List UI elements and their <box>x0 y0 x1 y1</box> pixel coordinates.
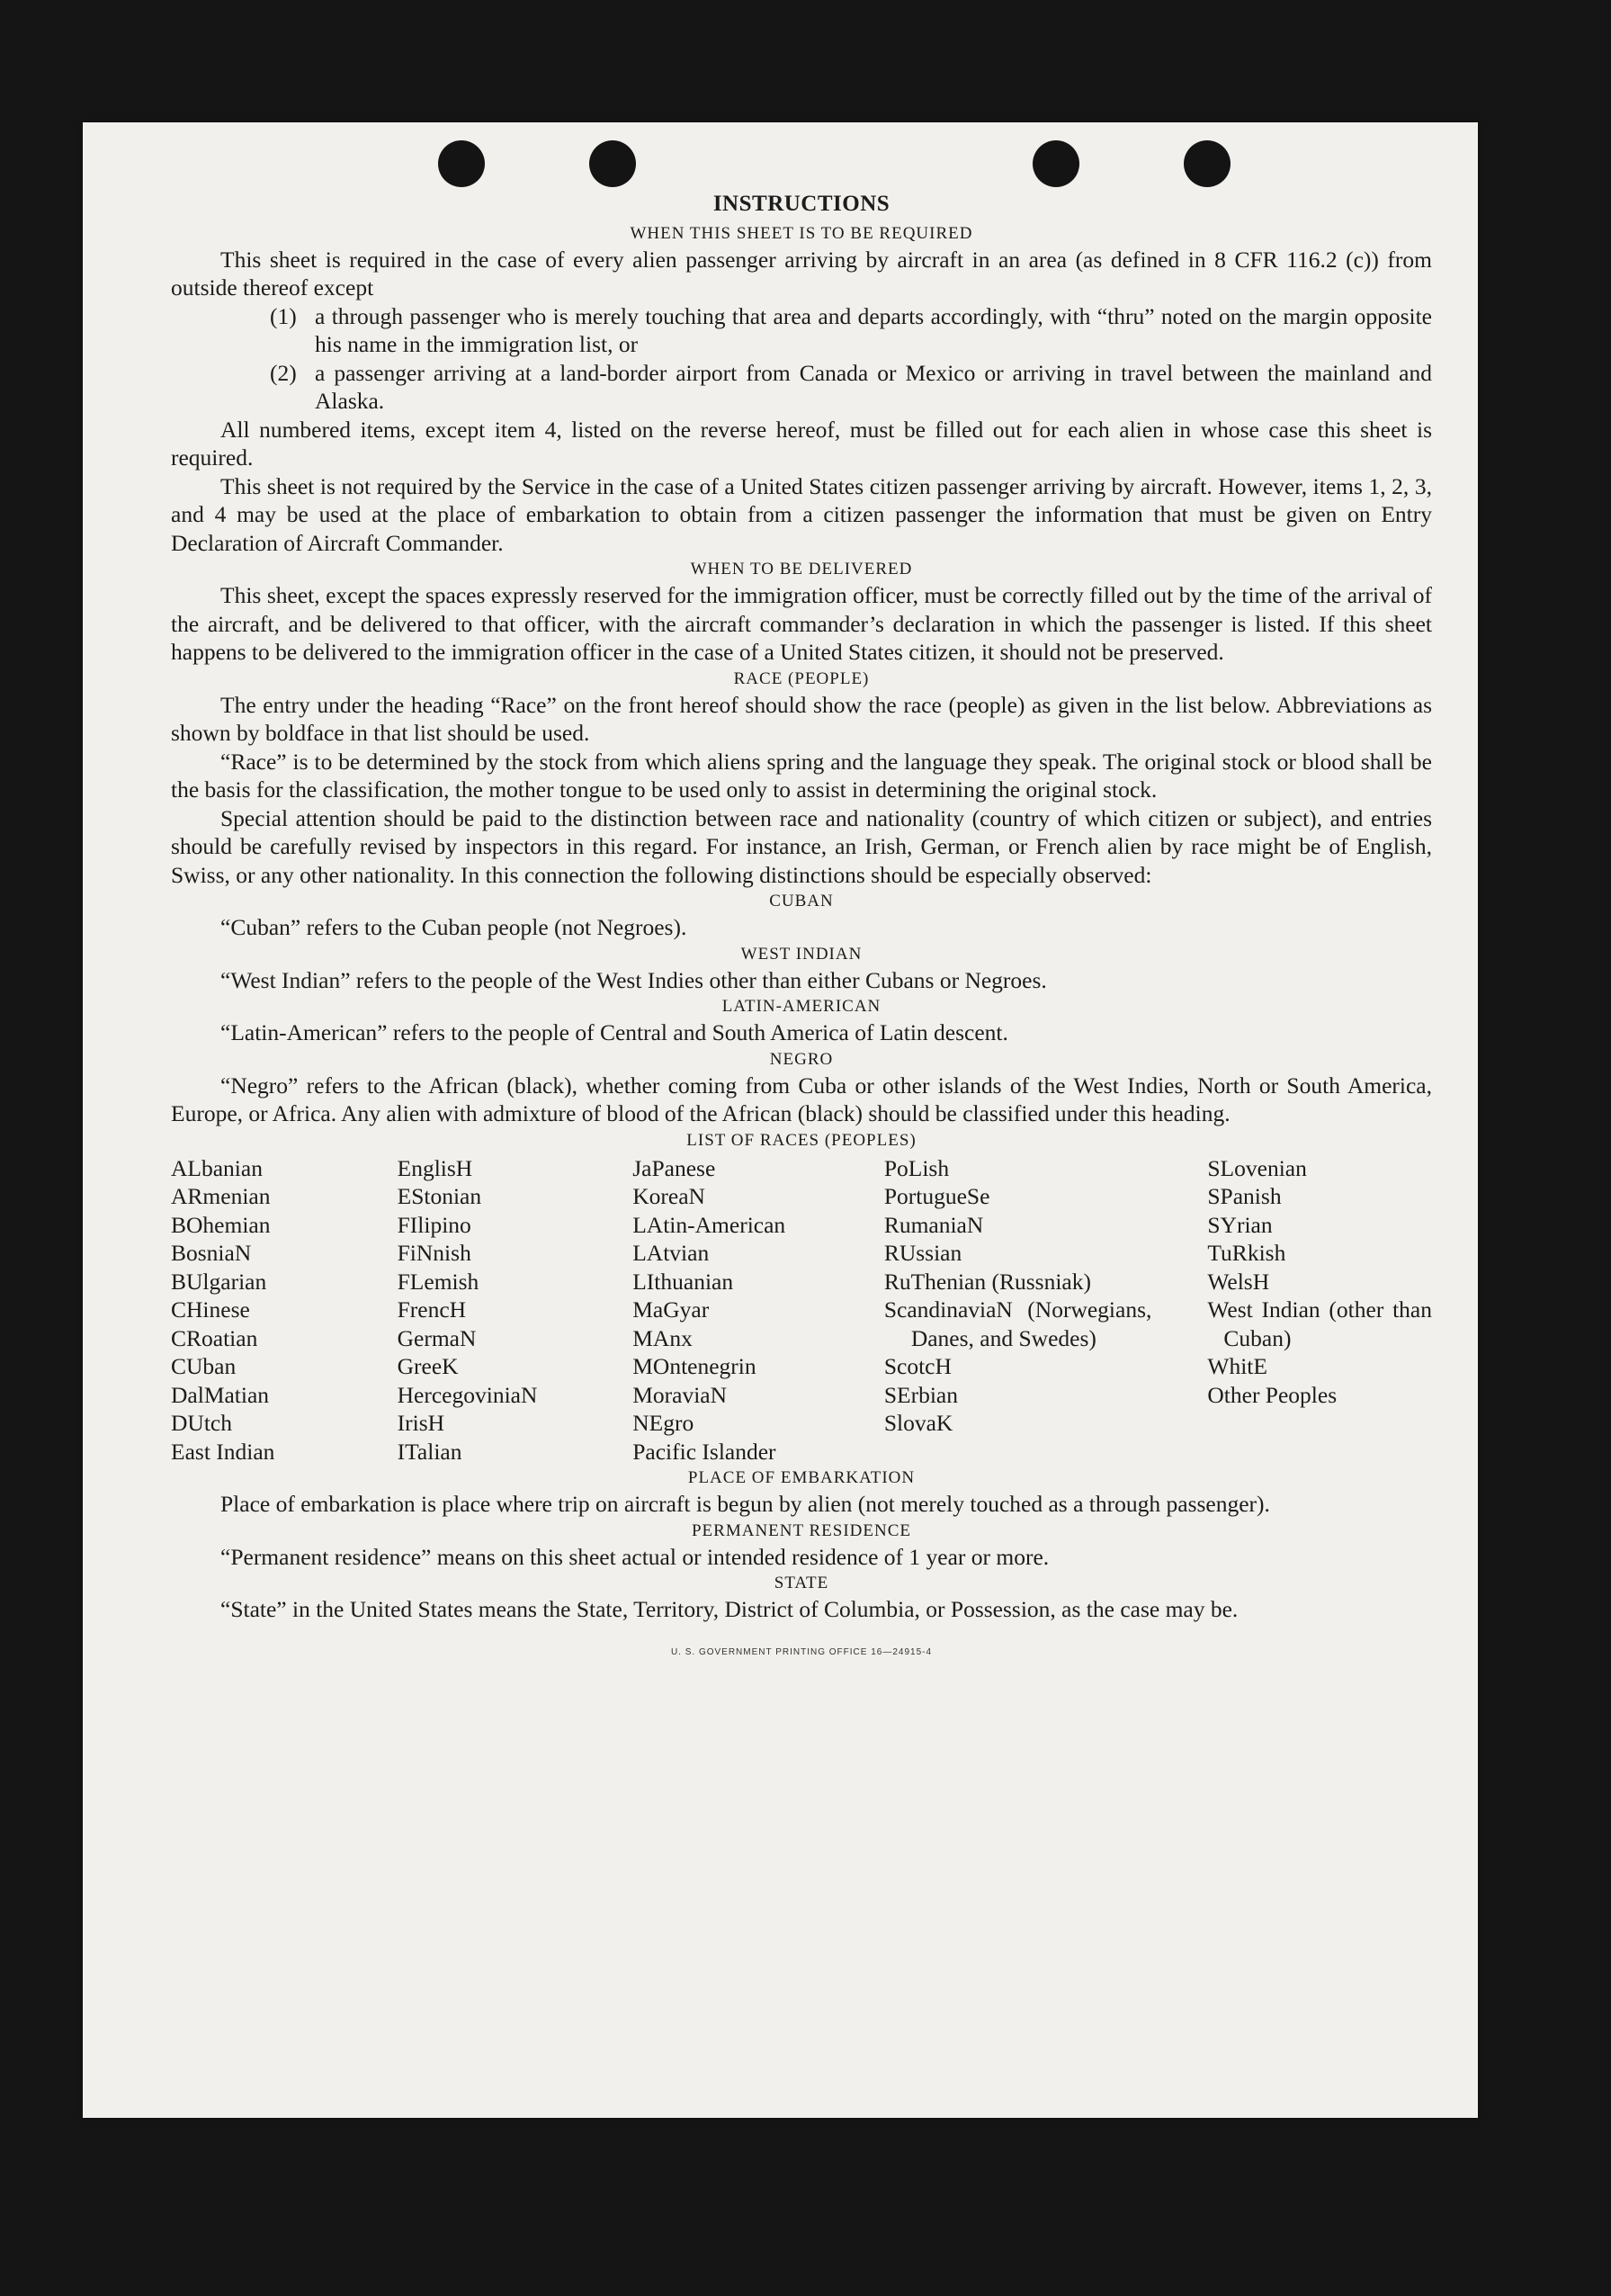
race-entry: WelsH <box>1207 1268 1270 1295</box>
race-entry: RUssian <box>883 1240 962 1266</box>
race-entry: FLemish <box>397 1268 479 1295</box>
race-entry: Other Peoples <box>1207 1381 1338 1408</box>
race-entry: EStonian <box>397 1183 482 1209</box>
section-title: LATIN-AMERICAN <box>721 997 882 1016</box>
race-entry: BosniaN <box>171 1240 252 1266</box>
races-column <box>171 1154 398 1466</box>
race-entry: IrisH <box>397 1410 445 1436</box>
punch-hole <box>589 140 636 187</box>
race-entry: WhitE <box>1207 1353 1267 1379</box>
section-title: LIST OF RACES (PEOPLES) <box>686 1130 917 1150</box>
paragraph: “Latin-American” refers to the people of Central and South America of Latin descent. <box>220 1019 1008 1045</box>
race-entry: MoraviaN <box>632 1381 728 1408</box>
race-entry: MaGyar <box>632 1296 710 1323</box>
race-entry: ARmenian <box>171 1183 271 1209</box>
race-entry: LIthuanian <box>632 1268 734 1295</box>
race-entry: JaPanese <box>632 1154 716 1181</box>
race-entry: SYrian <box>1207 1211 1273 1238</box>
race-entry: SErbian <box>883 1381 958 1408</box>
paragraph: “State” in the United States means the State, Territory, District of Columbia, or Possession, as the case may be. <box>220 1596 1239 1622</box>
race-entry: SLovenian <box>1207 1154 1307 1181</box>
race-entry: LAtin-American <box>632 1211 786 1238</box>
race-entry: ScandinaviaN (Norwegians, Danes, and Swedes) <box>883 1296 1152 1351</box>
race-entry: FiNnish <box>397 1240 471 1266</box>
races-column <box>398 1154 633 1466</box>
document-sheet <box>83 122 1478 2118</box>
race-entry: RuThenian (Russniak) <box>883 1268 1091 1295</box>
races-column <box>632 1154 884 1466</box>
race-entry: West Indian (other than Cuban) <box>1207 1296 1432 1351</box>
paragraph: All numbered items, except item 4, listed on the reverse hereof, must be filled out for each alien in whose case this sheet is required. <box>171 416 1432 471</box>
paragraph: Special attention should be paid to the distinction between race and nationality (country of which citizen or subject), and entries should be carefully revised by inspectors in this regard. For instance, an Irish, German, or French alien by race might be of English, Swiss, or any other nationality. In this connection the following distinctions should be especially observed: <box>171 804 1432 888</box>
list-item <box>270 359 1432 416</box>
paragraph: This sheet, except the spaces expressly reserved for the immigration officer, must be correctly filled out by the time of the arrival of the aircraft, and be delivered to that officer, with the aircraft commander’s declaration in which the passenger is listed. If this sheet happens to be delivered to the immigration officer in the case of a United States citizen, it should not be preserved. <box>171 582 1432 665</box>
race-entry: ALbanian <box>171 1154 263 1181</box>
race-entry: PortugueSe <box>883 1183 990 1209</box>
paragraph: This sheet is not required by the Service in the case of a United States citizen passenger arriving by aircraft. However, items 1, 2, 3, and 4 may be used at the place of embarkation to obtain from a citizen passenger the information that must be given on Entry Declaration of Aircraft Commander. <box>171 472 1432 556</box>
section-title: PERMANENT RESIDENCE <box>691 1520 912 1540</box>
race-entry: GermaN <box>397 1324 477 1351</box>
item-number: (2) <box>270 359 297 386</box>
race-entry: RumaniaN <box>883 1211 984 1238</box>
race-entry: TuRkish <box>1207 1240 1286 1266</box>
section-title: NEGRO <box>769 1049 834 1069</box>
races-column <box>1207 1154 1432 1466</box>
paragraph: “Race” is to be determined by the stock from which aliens spring and the language they speak. The original stock or blood shall be the basis for the classification, the mother tongue to be used only to assist in determining the original stock. <box>171 748 1432 803</box>
race-entry: HercegoviniaN <box>397 1381 538 1408</box>
races-list <box>171 1154 1432 1466</box>
section-title: RACE (PEOPLE) <box>733 668 870 688</box>
race-entry: FIlipino <box>397 1211 471 1238</box>
race-entry: GreeK <box>397 1353 459 1379</box>
race-entry: DUtch <box>171 1410 232 1436</box>
paragraph: This sheet is required in the case of every alien passenger arriving by aircraft in an area (as defined in 8 CFR 116.2 (c)) from outside thereof except <box>171 246 1432 300</box>
section-title: WHEN THIS SHEET IS TO BE REQUIRED <box>630 223 973 243</box>
punch-hole <box>1033 140 1079 187</box>
race-entry: ITalian <box>397 1438 462 1465</box>
race-entry: ScotcH <box>883 1353 952 1379</box>
race-entry: Pacific Islander <box>632 1438 776 1465</box>
race-entry: SPanish <box>1207 1183 1282 1209</box>
race-entry: MOntenegrin <box>632 1353 756 1379</box>
race-entry: SlovaK <box>883 1410 953 1436</box>
section-title: WHEN TO BE DELIVERED <box>690 560 913 578</box>
paragraph: “West Indian” refers to the people of the West Indies other than either Cubans or Negroes. <box>220 966 1047 993</box>
page-title: INSTRUCTIONS <box>712 192 891 216</box>
race-entry: KoreaN <box>632 1183 705 1209</box>
item-text: a passenger arriving at a land-border airport from Canada or Mexico or arriving in travel between the mainland and Alaska. <box>315 359 1432 414</box>
race-entry: MAnx <box>632 1324 693 1351</box>
item-number: (1) <box>270 302 297 329</box>
paragraph: “Negro” refers to the African (black), whether coming from Cuba or other islands of the West Indies, North or South America, Europe, or Africa. Any alien with admixture of blood of the African (black) should be classified under this heading. <box>171 1072 1432 1126</box>
races-column <box>884 1154 1152 1466</box>
race-entry: CHinese <box>171 1296 250 1323</box>
race-entry: PoLish <box>883 1154 950 1181</box>
paragraph: Place of embarkation is place where trip on aircraft is begun by alien (not merely touched as a through passenger). <box>220 1491 1270 1517</box>
section-title: PLACE OF EMBARKATION <box>687 1468 916 1487</box>
punch-hole <box>438 140 485 187</box>
race-entry: CRoatian <box>171 1324 258 1351</box>
item-text: a through passenger who is merely touching that area and departs accordingly, with “thru” noted on the margin opposite his name in the immigration list, or <box>315 302 1432 357</box>
paragraph: The entry under the heading “Race” on the front hereof should show the race (people) as given in the list below. Abbreviations as shown by boldface in that list should be used. <box>171 691 1432 746</box>
section-title: CUBAN <box>769 892 834 910</box>
paragraph: “Cuban” refers to the Cuban people (not Negroes). <box>220 914 687 940</box>
paragraph: “Permanent residence” means on this sheet actual or intended residence of 1 year or more. <box>220 1543 1050 1570</box>
race-entry: FrencH <box>397 1296 467 1323</box>
section-title: WEST INDIAN <box>740 944 863 964</box>
race-entry: DalMatian <box>171 1381 270 1408</box>
race-entry: East Indian <box>171 1438 275 1465</box>
race-entry: BOhemian <box>171 1211 271 1238</box>
race-entry: NEgro <box>632 1410 694 1436</box>
section-title: STATE <box>774 1574 829 1592</box>
race-entry: BUlgarian <box>171 1268 267 1295</box>
race-entry: CUban <box>171 1353 237 1379</box>
list-item <box>270 302 1432 359</box>
race-entry: EnglisH <box>397 1154 473 1181</box>
instructions-text <box>171 190 1432 1666</box>
race-entry: LAtvian <box>632 1240 710 1266</box>
printer-imprint: U. S. GOVERNMENT PRINTING OFFICE 16—24915-4 <box>670 1646 933 1657</box>
punch-hole <box>1184 140 1231 187</box>
